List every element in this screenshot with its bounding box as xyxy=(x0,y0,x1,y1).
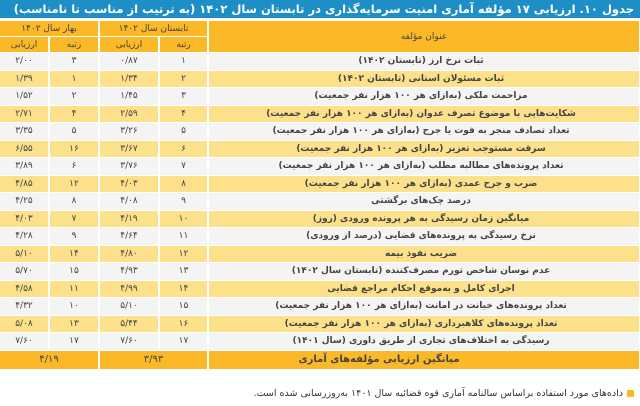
indicator-label-cell: میانگین زمان رسیدگی به هر پرونده ورودی (روز) xyxy=(208,210,640,228)
summer-score-cell: ۷/۶۰ xyxy=(99,333,159,351)
indicator-label-cell: رسیدگی به اختلاف‌های تجاری از طریق داوری (سال ۱۴۰۱) xyxy=(208,333,640,351)
summer-score-cell: ۵/۱۰ xyxy=(99,298,159,316)
spring-rank-cell: ۳ xyxy=(49,53,99,71)
indicator-label-cell: ثبات مسئولان استانی (تابستان ۱۴۰۲) xyxy=(208,70,640,88)
table-row xyxy=(0,88,640,106)
table-row xyxy=(0,53,640,71)
table-row xyxy=(0,228,640,246)
table-row xyxy=(0,210,640,228)
spring-score-cell: ۳/۸۹ xyxy=(0,158,49,176)
table-row xyxy=(0,245,640,263)
spring-average: ۴/۱۹ xyxy=(0,350,99,369)
summer-score-cell: ۱/۴۵ xyxy=(99,88,159,106)
summer-score-cell: ۵/۴۴ xyxy=(99,315,159,333)
indicator-label-cell: مزاحمت ملکی (به‌ازای هر ۱۰۰ هزار نفر جمعیت) xyxy=(208,88,640,106)
summer-score-cell: ۰/۸۷ xyxy=(99,53,159,71)
summer-score-cell: ۴/۰۳ xyxy=(99,175,159,193)
table-row xyxy=(0,123,640,141)
table-row xyxy=(0,333,640,351)
spring-score-cell: ۱/۵۲ xyxy=(0,88,49,106)
summer-rank-cell: ۱۳ xyxy=(159,263,208,281)
summer-rank-cell: ۹ xyxy=(159,193,208,211)
indicator-label-cell: درصد چک‌های برگشتی xyxy=(208,193,640,211)
summer-score-cell: ۲/۵۹ xyxy=(99,105,159,123)
summer-rank-cell: ۱۵ xyxy=(159,298,208,316)
summer-score-cell: ۳/۶۷ xyxy=(99,140,159,158)
table-row xyxy=(0,105,640,123)
spring-score-cell: ۲/۷۱ xyxy=(0,105,49,123)
summer-rank-cell: ۳ xyxy=(159,88,208,106)
summer-score-cell: ۴/۸۰ xyxy=(99,245,159,263)
spring-rank-cell: ۹ xyxy=(49,228,99,246)
spring-rank-cell: ۷ xyxy=(49,210,99,228)
table-row xyxy=(0,280,640,298)
spring-score-cell: ۴/۳۲ xyxy=(0,298,49,316)
indicator-label-cell: ضرب و جرح عمدی (به‌ازای هر ۱۰۰ هزار نفر جمعیت) xyxy=(208,175,640,193)
spring-rank-cell: ۸ xyxy=(49,193,99,211)
spring-rank-cell: ۶ xyxy=(49,158,99,176)
spring-rank-cell: ۵ xyxy=(49,123,99,141)
average-label: میانگین ارزیابی مؤلفه‌های آماری xyxy=(208,350,640,369)
table-row xyxy=(0,70,640,88)
table-row xyxy=(0,140,640,158)
spring-score-cell: ۴/۵۸ xyxy=(0,280,49,298)
table-row xyxy=(0,175,640,193)
spring-score-cell: ۴/۸۵ xyxy=(0,175,49,193)
table-row xyxy=(0,193,640,211)
spring-score-cell: ۵/۷۰ xyxy=(0,263,49,281)
spring-score-cell: ۴/۰۳ xyxy=(0,210,49,228)
summer-rank-cell: ۴ xyxy=(159,105,208,123)
summer-1402-header: تابستان سال ۱۴۰۲ xyxy=(99,21,208,37)
summer-average: ۳/۹۳ xyxy=(99,350,208,369)
spring-rank-cell: ۱۴ xyxy=(49,245,99,263)
footnote-text: داده‌های مورد استفاده براساس سالنامه آماری قوه قضائیه سال ۱۴۰۱ به‌روزرسانی شده است. xyxy=(253,388,623,399)
spring-score-cell: ۴/۲۸ xyxy=(0,228,49,246)
footnote xyxy=(254,388,634,399)
summer-rank-cell: ۱ xyxy=(159,53,208,71)
summer-score-cell: ۴/۶۴ xyxy=(99,228,159,246)
summer-rank-cell: ۱۲ xyxy=(159,245,208,263)
table-row xyxy=(0,158,640,176)
summer-rank-cell: ۷ xyxy=(159,158,208,176)
summer-score-header: ارزیابی xyxy=(99,37,159,53)
summer-score-cell: ۱/۳۴ xyxy=(99,70,159,88)
spring-score-cell: ۵/۰۸ xyxy=(0,315,49,333)
summer-rank-cell: ۱۶ xyxy=(159,315,208,333)
spring-score-cell: ۲/۰۰ xyxy=(0,53,49,71)
table-title: جدول ۱۰. ارزیابی ۱۷ مؤلفه آماری امنیت سرمایه‌گذاری در تابستان سال ۱۴۰۲ (به ترتیب از مناسب تا نامناسب) xyxy=(0,0,640,18)
indicator-label-cell: نرخ رسیدگی به پرونده‌های قضایی (درصد از ورودی) xyxy=(208,228,640,246)
spring-score-cell: ۳/۳۵ xyxy=(0,123,49,141)
spring-score-cell: ۶/۵۵ xyxy=(0,140,49,158)
indicator-label-cell: ضریب نفوذ بیمه xyxy=(208,245,640,263)
spring-rank-cell: ۴ xyxy=(49,105,99,123)
summer-score-cell: ۴/۹۹ xyxy=(99,280,159,298)
summer-rank-cell: ۶ xyxy=(159,140,208,158)
summer-rank-cell: ۱۱ xyxy=(159,228,208,246)
spring-score-cell: ۴/۲۵ xyxy=(0,193,49,211)
indicator-label-cell: تعداد پرونده‌های مطالبه مطلب (به‌ازای هر ۱۰۰ هزار نفر جمعیت) xyxy=(208,158,640,176)
indicator-title-header: عنوان مؤلفه xyxy=(208,21,640,53)
spring-rank-cell: ۱۰ xyxy=(49,298,99,316)
table-row xyxy=(0,298,640,316)
indicator-label-cell: تعداد پرونده‌های خیانت در امانت (به‌ازای هر ۱۰۰ هزار نفر جمعیت) xyxy=(208,298,640,316)
indicator-label-cell: اجرای کامل و به‌موقع احکام مراجع قضایی xyxy=(208,280,640,298)
spring-score-cell: ۵/۱۰ xyxy=(0,245,49,263)
indicator-label-cell: تعداد تصادف منجر به فوت یا جرح (به‌ازای هر ۱۰۰ هزار نفر جمعیت) xyxy=(208,123,640,141)
summer-rank-cell: ۲ xyxy=(159,70,208,88)
spring-rank-cell: ۲ xyxy=(49,88,99,106)
indicator-label-cell: تعداد پرونده‌های کلاهبرداری (به‌ازای هر ۱۰۰ هزار نفر جمعیت) xyxy=(208,315,640,333)
statistics-table xyxy=(0,21,640,370)
summer-score-cell: ۳/۷۶ xyxy=(99,158,159,176)
indicator-label-cell: ثبات نرخ ارز (تابستان ۱۴۰۲) xyxy=(208,53,640,71)
spring-1402-header: بهار سال ۱۴۰۲ xyxy=(0,21,99,37)
indicator-label-cell: شکایت‌هایی با موضوع تصرف عدوان (به‌ازای هر ۱۰۰ هزار نفر جمعیت) xyxy=(208,105,640,123)
indicator-label-cell: عدم نوسان شاخص تورم مصرف‌کننده (تابستان سال ۱۴۰۲) xyxy=(208,263,640,281)
spring-score-cell: ۷/۶۰ xyxy=(0,333,49,351)
summer-score-cell: ۴/۱۹ xyxy=(99,210,159,228)
summer-score-cell: ۴/۹۳ xyxy=(99,263,159,281)
table-row xyxy=(0,315,640,333)
spring-rank-cell: ۱ xyxy=(49,70,99,88)
spring-score-header: ارزیابی xyxy=(0,37,49,53)
summer-rank-cell: ۱۴ xyxy=(159,280,208,298)
spring-rank-cell: ۱۶ xyxy=(49,140,99,158)
summer-rank-cell: ۱۷ xyxy=(159,333,208,351)
indicator-label-cell: سرقت مستوجب تعزیر (به‌ازای هر ۱۰۰ هزار نفر جمعیت) xyxy=(208,140,640,158)
spring-rank-cell: ۱۲ xyxy=(49,175,99,193)
table-row xyxy=(0,263,640,281)
summer-score-cell: ۴/۰۸ xyxy=(99,193,159,211)
spring-rank-cell: ۱۱ xyxy=(49,280,99,298)
spring-rank-cell: ۱۵ xyxy=(49,263,99,281)
summer-rank-cell: ۵ xyxy=(159,123,208,141)
summer-score-cell: ۳/۲۶ xyxy=(99,123,159,141)
spring-rank-cell: ۱۳ xyxy=(49,315,99,333)
average-row xyxy=(0,350,640,369)
summer-rank-header: رتبه xyxy=(159,37,208,53)
summer-rank-cell: ۸ xyxy=(159,175,208,193)
square-bullet-icon xyxy=(627,390,634,397)
summer-rank-cell: ۱۰ xyxy=(159,210,208,228)
spring-rank-cell: ۱۷ xyxy=(49,333,99,351)
spring-score-cell: ۱/۳۹ xyxy=(0,70,49,88)
spring-rank-header: رتبه xyxy=(49,37,99,53)
